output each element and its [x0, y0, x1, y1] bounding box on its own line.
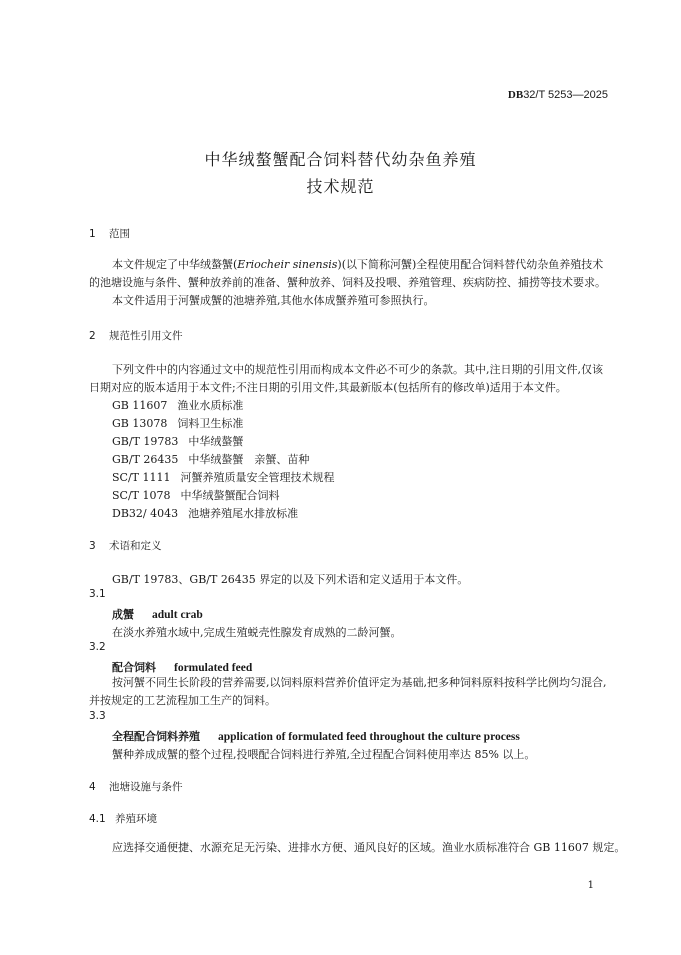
reference-item: SC/T 1078 中华绒螯蟹配合饲料 — [112, 489, 280, 502]
section-1-heading: 1 范围 — [89, 228, 130, 240]
document-title: 中华绒螯蟹配合饲料替代幼杂鱼养殖 — [204, 150, 477, 169]
term-heading: 成蟹 adult crab — [112, 608, 203, 621]
reference-item: GB/T 19783 中华绒螯蟹 — [112, 435, 244, 448]
section-3-heading: 3 术语和定义 — [89, 540, 162, 552]
section-2-heading: 2 规范性引用文件 — [89, 330, 183, 342]
reference-item: GB 13078 饲料卫生标准 — [112, 417, 244, 430]
subsection-4-1-heading: 4.1 养殖环境 — [89, 813, 157, 825]
section-4-heading: 4 池塘设施与条件 — [89, 781, 183, 793]
term-definition: 蟹种养成成蟹的整个过程,投喂配合饲料进行养殖,全过程配合饲料使用率达 85% 以上。 — [112, 748, 536, 761]
section-2-paragraph: 下列文件中的内容通过文中的规范性引用而构成本文件必不可少的条款。其中,注日期的引用文件,仅该日期对应的版本适用于本文件;不注日期的引用文件,其最新版本(包括所有的修改单)适用于本文件。 — [89, 363, 603, 394]
reference-item: DB32/ 4043 池塘养殖尾水排放标准 — [112, 507, 299, 520]
term-number: 3.1 — [89, 588, 106, 600]
section-3-intro: GB/T 19783、GB/T 26435 界定的以及下列术语和定义适用于本文件。 — [112, 573, 469, 586]
reference-item: GB/T 26435 中华绒螯蟹 亲蟹、苗种 — [112, 453, 310, 466]
reference-item: SC/T 1111 河蟹养殖质量安全管理技术规程 — [112, 471, 335, 484]
term-definition: 在淡水养殖水域中,完成生殖蜕壳性腺发育成熟的二龄河蟹。 — [112, 626, 402, 639]
page-number: 1 — [587, 880, 594, 891]
term-number: 3.3 — [89, 710, 106, 722]
term-heading: 配合饲料 formulated feed — [112, 661, 253, 674]
term-number: 3.2 — [89, 641, 106, 653]
document-number: DB32/T 5253—2025 — [507, 89, 608, 101]
section-1-paragraph-2: 本文件适用于河蟹成蟹的池塘养殖,其他水体成蟹养殖可参照执行。 — [112, 294, 435, 307]
reference-item: GB 11607 渔业水质标准 — [112, 399, 244, 412]
section-1-paragraph-1: 本文件规定了中华绒螯蟹(Eriocheir sinensis)(以下简称河蟹)全程使用配合饲料替代幼杂鱼养殖技术的池塘设施与条件、蟹种放养前的准备、蟹种放养、饲料及投喂、养殖管理、疾病防控、捕捞等技术要求。 — [89, 258, 606, 289]
term-definition: 按河蟹不同生长阶段的营养需要,以饲料原料营养价值评定为基础,把多种饲料原料按科学比例均匀混合,并按规定的工艺流程加工生产的饲料。 — [89, 676, 607, 707]
term-heading: 全程配合饲料养殖 application of formulated feed throughout the culture process — [112, 730, 520, 743]
document-subtitle: 技术规范 — [306, 177, 375, 196]
section-4-1-paragraph: 应选择交通便捷、水源充足无污染、进排水方便、通风良好的区域。渔业水质标准符合 GB 11607 规定。 — [112, 841, 626, 854]
